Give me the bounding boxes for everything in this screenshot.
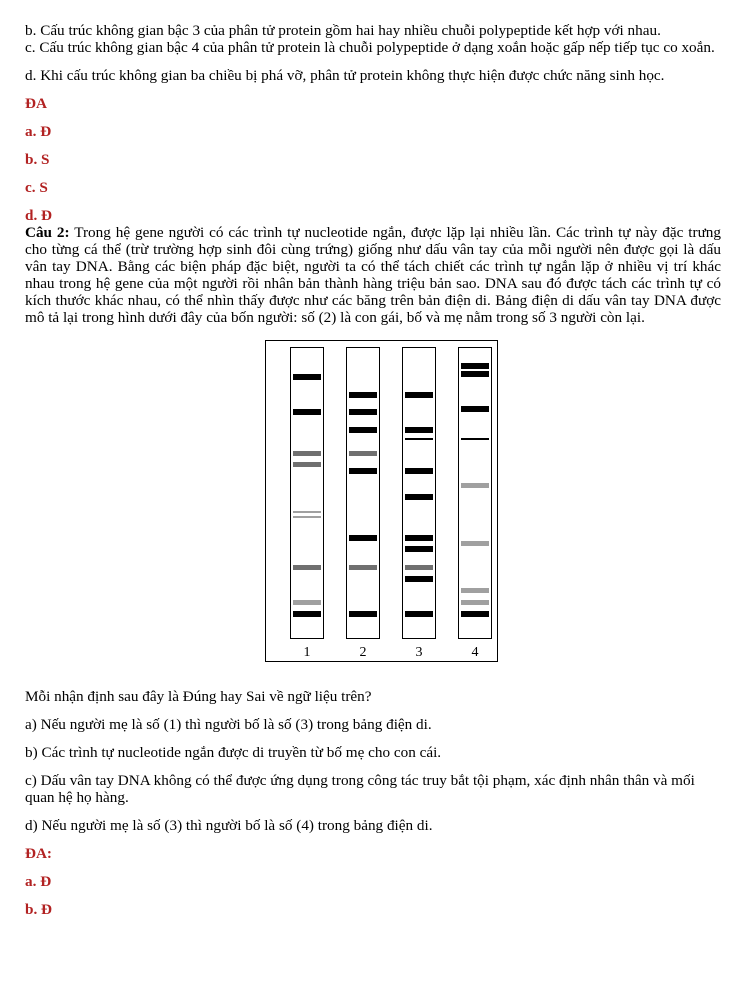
- gel-band: [461, 483, 489, 488]
- gel-band: [349, 565, 377, 570]
- gel-band: [405, 427, 433, 433]
- gel-band: [293, 600, 321, 605]
- answer-label-q1: ĐA: [25, 95, 47, 112]
- gel-band: [405, 565, 433, 570]
- statements-intro: Mỗi nhận định sau đây là Đúng hay Sai về ngữ liệu trên?: [25, 688, 372, 705]
- electrophoresis-gel: [265, 340, 498, 662]
- gel-band: [405, 494, 433, 500]
- gel-band: [293, 451, 321, 456]
- statement-a-q2: a) Nếu người mẹ là số (1) thì người bố là số (3) trong bảng điện di.: [25, 716, 432, 733]
- gel-band: [405, 576, 433, 582]
- statement-c-q2: c) Dấu vân tay DNA không có thể được ứng dụng trong công tác truy bắt tội phạm, xác định nhân thân và mối quan hệ họ hàng.: [25, 772, 695, 806]
- gel-band: [405, 535, 433, 541]
- answer-a-q1: a. Đ: [25, 123, 52, 140]
- gel-band: [461, 406, 489, 412]
- gel-band: [349, 535, 377, 541]
- gel-band: [349, 427, 377, 433]
- gel-band: [349, 409, 377, 415]
- gel-band: [349, 451, 377, 456]
- answer-d-q1: d. Đ: [25, 207, 53, 224]
- gel-band: [293, 565, 321, 570]
- answer-a-q2: a. Đ: [25, 873, 52, 890]
- question-2-label: Câu 2:: [25, 224, 70, 241]
- dna-fingerprint-figure: [25, 340, 721, 688]
- gel-band: [461, 438, 489, 440]
- statement-d-q1: d. Khi cấu trúc không gian ba chiều bị phá vỡ, phân tử protein không thực hiện được chức năng sinh học.: [25, 67, 665, 84]
- statement-c-q1: c. Cấu trúc không gian bậc 4 của phân tử protein là chuỗi polypeptide ở dạng xoắn hoặc gấp nếp tiếp tục co xoắn.: [25, 39, 715, 56]
- gel-band: [293, 374, 321, 380]
- gel-band: [349, 611, 377, 617]
- gel-band: [293, 409, 321, 415]
- gel-band: [349, 392, 377, 398]
- gel-band: [405, 438, 433, 440]
- gel-lane-label: 1: [303, 645, 311, 660]
- gel-band: [461, 600, 489, 605]
- gel-lane-label: 3: [415, 645, 423, 660]
- statement-b-q1: b. Cấu trúc không gian bậc 3 của phân tử protein gồm hai hay nhiều chuỗi polypeptide kết hợp với nhau.: [25, 22, 661, 39]
- document-page: [25, 22, 721, 918]
- gel-band: [293, 462, 321, 467]
- answer-b-q1: b. S: [25, 151, 50, 168]
- gel-band: [293, 611, 321, 617]
- question-2-text: Trong hệ gene người có các trình tự nucleotide ngắn, được lặp lại nhiều lần. Các trình tự này đặc trưng cho từng cá thể (trừ trường hợp sinh đôi cùng trứng) giống như dấu vân tay của mỗi người nên được gọi là dấu vân tay DNA. Bằng các biện pháp đặc biệt, người ta có thể tách chiết các trình tự ngắn lặp ở nhiều vị trí khác nhau trong hệ gene của một người rồi nhân bản thành hàng triệu bản sao. DNA sau đó được tách các trình tự có kích thước khác nhau, có thể nhìn thấy được như các băng trên bản điện di. Bảng điện di dấu vân tay DNA được mô tả lại trong hình dưới đây của bốn người: số (2) là con gái, bố và mẹ nằm trong số 3 người còn lại.: [25, 224, 721, 326]
- answer-c-q1: c. S: [25, 179, 48, 196]
- gel-lane-1: [290, 347, 324, 639]
- answer-label-q2: ĐA:: [25, 845, 52, 862]
- gel-band: [405, 546, 433, 552]
- gel-band: [293, 516, 321, 518]
- gel-lane-4: [458, 347, 492, 639]
- gel-band: [461, 363, 489, 369]
- question-2: [25, 224, 721, 326]
- gel-lane-3: [402, 347, 436, 639]
- statement-d-q2: d) Nếu người mẹ là số (3) thì người bố là số (4) trong bảng điện di.: [25, 817, 433, 834]
- answer-b-q2: b. Đ: [25, 901, 53, 918]
- gel-band: [461, 611, 489, 617]
- gel-band: [461, 588, 489, 593]
- gel-lane-2: [346, 347, 380, 639]
- gel-lane-label: 2: [359, 645, 367, 660]
- gel-band: [349, 468, 377, 474]
- gel-band: [293, 511, 321, 513]
- gel-band: [405, 392, 433, 398]
- gel-lane-label: 4: [471, 645, 479, 660]
- gel-band: [461, 541, 489, 546]
- gel-band: [405, 611, 433, 617]
- statement-b-q2: b) Các trình tự nucleotide ngắn được di truyền từ bố mẹ cho con cái.: [25, 744, 442, 761]
- gel-band: [405, 468, 433, 474]
- gel-band: [461, 371, 489, 377]
